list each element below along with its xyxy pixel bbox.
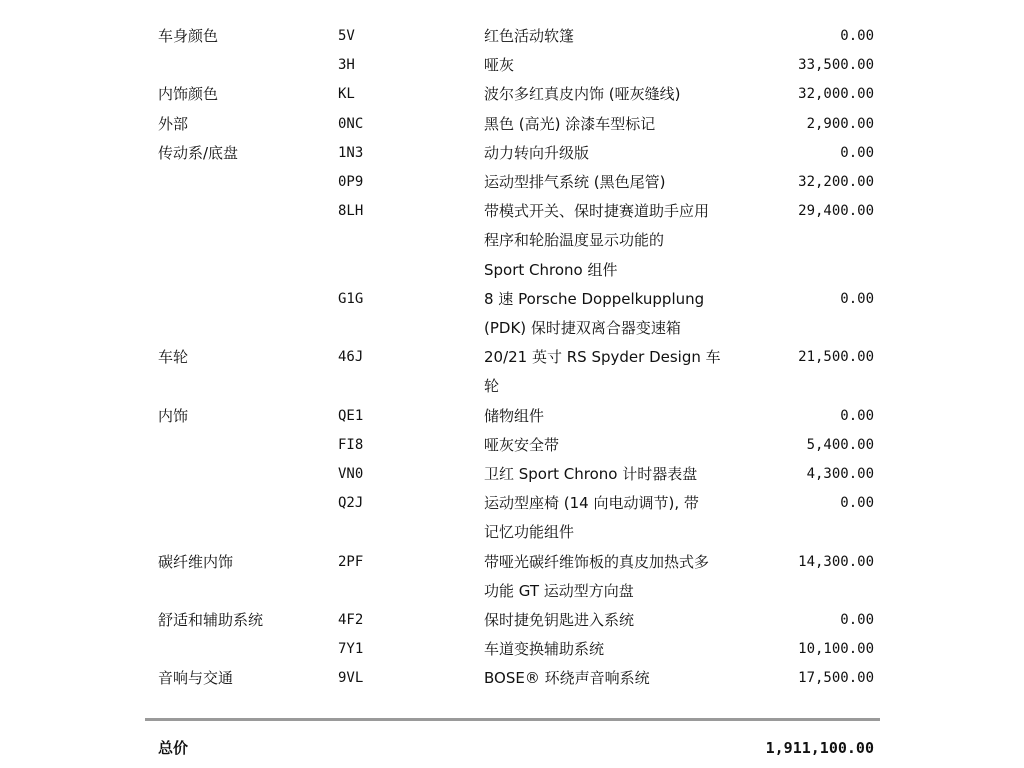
option-row [0,431,1024,460]
option-code: 4F2 [338,612,364,628]
option-row [0,548,1024,577]
option-price: 32,200.00 [798,174,874,190]
option-description: 动力转向升级版 [484,143,590,162]
option-category: 内饰颜色 [158,85,219,104]
option-row [0,518,1024,547]
option-code: FI8 [338,436,364,453]
option-description: 保时捷免钥匙进入系统 [484,611,635,629]
option-price: 0.00 [840,144,874,161]
option-row [0,606,1024,635]
option-row [0,343,1024,372]
option-row [0,489,1024,518]
option-code: 9VL [338,670,364,687]
option-row [0,256,1024,285]
option-price: 14,300.00 [798,553,874,570]
option-description: 带模式开关、保时捷赛道助手应用 [484,202,710,221]
option-code: QE1 [338,407,364,424]
option-row [0,197,1024,226]
option-row [0,80,1024,109]
option-row [0,664,1024,693]
option-price: 4,300.00 [806,466,874,482]
total-label: 总价 [158,739,189,757]
option-category: 车轮 [158,348,189,367]
option-code: VN0 [338,466,364,482]
option-category: 内饰 [158,406,189,425]
option-code: G1G [338,290,364,307]
option-price: 29,400.00 [798,203,874,220]
option-description: 车道变换辅助系统 [484,640,605,659]
option-row [0,460,1024,489]
option-description: 黑色 (高光) 涂漆车型标记 [484,114,656,133]
total-divider [145,718,880,721]
option-description: BOSE® 环绕声音响系统 [484,669,650,688]
option-description: 红色活动软篷 [484,27,575,45]
option-row [0,635,1024,664]
option-description: 轮 [484,377,500,396]
option-code: Q2J [338,495,364,512]
option-code: 8LH [338,203,364,220]
option-category: 传动系/底盘 [158,143,239,162]
option-description: 功能 GT 运动型方向盘 [484,581,634,600]
option-price: 32,000.00 [798,86,874,103]
option-row [0,285,1024,314]
option-code: 0P9 [338,174,364,190]
option-price: 21,500.00 [798,349,874,366]
option-description: 储物组件 [484,406,545,425]
option-description: (PDK) 保时捷双离合器变速箱 [484,319,681,337]
option-code: 7Y1 [338,641,364,658]
option-description: Sport Chrono 组件 [484,260,618,279]
total-value: 1,911,100.00 [765,739,874,757]
option-description: 运动型座椅 (14 向电动调节), 带 [484,494,699,513]
option-price: 0.00 [840,290,874,307]
option-row [0,372,1024,401]
option-row [0,22,1024,51]
option-row [0,314,1024,343]
option-category: 音响与交通 [158,669,234,688]
option-row [0,226,1024,255]
option-code: 5V [338,28,355,44]
option-price: 17,500.00 [798,670,874,687]
option-description: 哑灰 [484,56,515,75]
option-category: 外部 [158,114,189,133]
option-price: 10,100.00 [798,641,874,658]
option-description: 8 速 Porsche Doppelkupplung [484,289,705,308]
option-price: 0.00 [840,407,874,424]
option-code: 1N3 [338,144,364,161]
option-row [0,139,1024,168]
option-code: 2PF [338,553,364,570]
total-row [0,734,1024,762]
option-price: 33,500.00 [798,57,874,74]
option-price: 5,400.00 [806,436,874,453]
option-code: 3H [338,57,355,74]
option-description: 程序和轮胎温度显示功能的 [484,231,665,250]
option-row [0,51,1024,80]
option-description: 记忆功能组件 [484,523,575,542]
option-row [0,402,1024,431]
option-description: 卫红 Sport Chrono 计时器表盘 [484,465,698,483]
option-code: 0NC [338,115,364,132]
option-description: 20/21 英寸 RS Spyder Design 车 [484,348,721,367]
option-price: 0.00 [840,612,874,628]
option-code: KL [338,86,355,103]
option-row [0,577,1024,606]
option-row [0,168,1024,197]
option-price: 0.00 [840,495,874,512]
option-description: 波尔多红真皮内饰 (哑灰缝线) [484,85,681,104]
option-code: 46J [338,349,364,366]
option-description: 运动型排气系统 (黑色尾管) [484,173,666,191]
option-description: 带哑光碳纤维饰板的真皮加热式多 [484,552,710,571]
option-category: 车身颜色 [158,27,219,45]
option-row [0,110,1024,139]
option-price: 0.00 [840,28,874,44]
option-price: 2,900.00 [806,115,874,132]
option-category: 舒适和辅助系统 [158,611,264,629]
option-description: 哑灰安全带 [484,435,560,454]
option-category: 碳纤维内饰 [158,552,234,571]
